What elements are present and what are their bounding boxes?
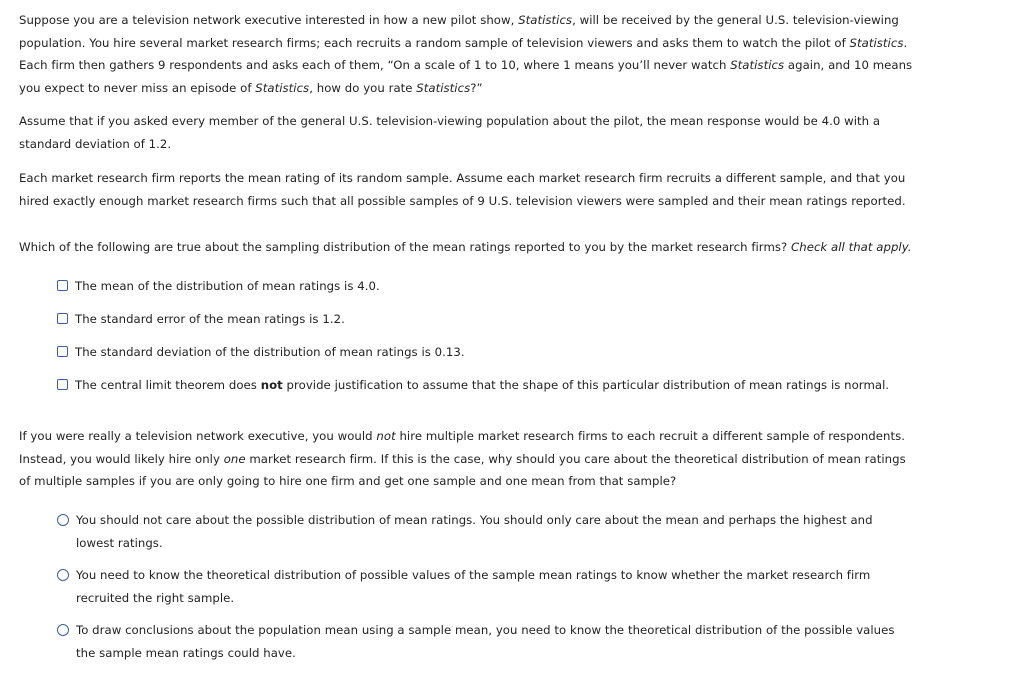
checkbox-label[interactable]: The standard deviation of the distribution of mean ratings is 0.13. <box>75 345 465 359</box>
scenario-text: , will be received by the general U.S. television-viewing population. You hire several market research firms; each recruits a random sample of television viewers and asks them to watch the pilot of <box>19 13 899 50</box>
radio-button[interactable] <box>57 624 69 636</box>
checkbox-label[interactable]: The standard error of the mean ratings is 1.2. <box>75 312 345 326</box>
question2-text: hire multiple market research firms to each recruit a different sample of respondents. Instead, you would likely hire only <box>19 429 906 466</box>
checkbox-option-1[interactable] <box>57 275 897 298</box>
question1-prompt <box>19 236 919 259</box>
scenario-text: ?” <box>470 80 483 95</box>
checkbox[interactable] <box>57 346 68 357</box>
question2-text: market research firm. If this is the case, why should you care about the theoretical distribution of mean ratings of multiple samples if you are only going to hire one firm and get one sample and one mean from that sample? <box>19 451 906 489</box>
checkbox-label-text: The central limit theorem does <box>75 378 261 392</box>
show-title: Statistics <box>518 13 573 27</box>
checkbox-label-text: provide justification to assume that the shape of this particular distribution of mean ratings is normal. <box>282 378 890 392</box>
question2-text: If you were really a television network executive, you would <box>19 429 377 443</box>
show-title: Statistics <box>849 35 904 50</box>
radio-label[interactable]: To draw conclusions about the population mean using a sample mean, you need to know the theoretical distribution of the possible values the sample mean ratings could have. <box>76 623 895 660</box>
radio-label[interactable]: You should not care about the possible distribution of mean ratings. You should only care about the mean and perhaps the highest and lowest ratings. <box>76 513 873 550</box>
show-title: Statistics <box>730 58 785 73</box>
scenario-text: Suppose you are a television network executive interested in how a new pilot show, <box>19 13 519 27</box>
scenario-text: again, and 10 means you expect to never miss an episode of <box>19 58 913 95</box>
checkbox[interactable] <box>57 280 68 291</box>
radio-button[interactable] <box>57 514 69 526</box>
sampling-paragraph: Each market research firm reports the mean rating of its random sample. Assume each market research firm recruits a different sample, and that you hired exactly enough market research firms such that all possible samples of 9 U.S. television viewers were sampled and their mean ratings reported. <box>19 171 906 208</box>
radio-label[interactable]: You need to know the theoretical distribution of possible values of the sample mean ratings to know whether the market research firm recruited the right sample. <box>76 568 871 605</box>
radio-option-1[interactable] <box>57 509 897 554</box>
show-title: Statistics <box>416 80 471 95</box>
checkbox-label[interactable]: The mean of the distribution of mean ratings is 4.0. <box>75 279 380 293</box>
checkbox-label-emphasis: not <box>260 378 283 392</box>
checkbox-option-2[interactable] <box>57 308 897 331</box>
scenario-paragraph <box>19 9 919 99</box>
population-paragraph: Assume that if you asked every member of the general U.S. television-viewing population about the pilot, the mean response would be 4.0 with a standard deviation of 1.2. <box>19 114 881 151</box>
question2-emphasis: one <box>223 451 246 466</box>
question2-emphasis: not <box>376 429 396 443</box>
radio-option-2[interactable] <box>57 564 897 609</box>
checkbox[interactable] <box>57 313 68 324</box>
scenario-text: , how do you rate <box>309 80 417 95</box>
question1-instruction: Check all that apply. <box>791 240 912 254</box>
scenario-text: . Each firm then gathers 9 respondents and asks each of them, “On a scale of 1 to 10, where 1 means you’ll never watch <box>19 35 908 73</box>
radio-button[interactable] <box>57 569 69 581</box>
checkbox[interactable] <box>57 379 68 390</box>
radio-option-3[interactable] <box>57 619 897 664</box>
question2-prompt <box>19 425 919 493</box>
checkbox-option-4[interactable] <box>57 374 897 397</box>
checkbox-label[interactable] <box>75 374 897 397</box>
checkbox-option-3[interactable] <box>57 341 897 364</box>
show-title: Statistics <box>255 80 310 95</box>
question1-text: Which of the following are true about the sampling distribution of the mean ratings reported to you by the market research firms? <box>19 240 792 254</box>
